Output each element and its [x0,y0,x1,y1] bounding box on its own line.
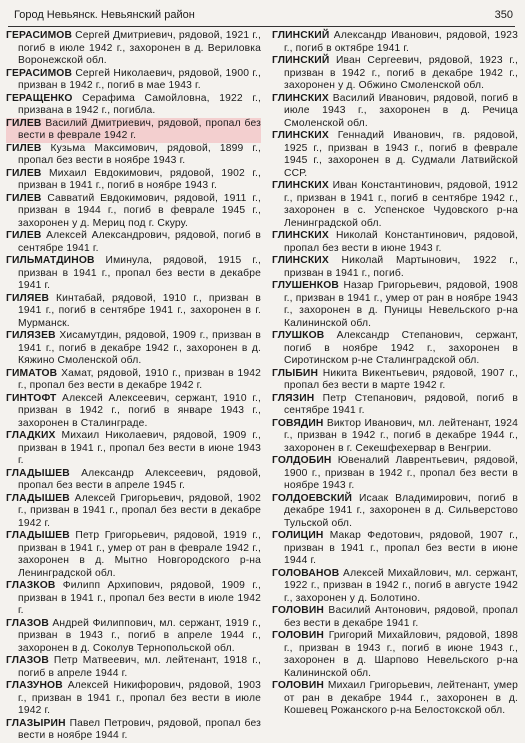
entry-surname: ГИЛЯЕВ [6,292,50,304]
entry-surname: ГОЛИЦИН [272,530,324,541]
entry-surname: ГЛИНСКИЙ [272,55,330,66]
entry [6,468,261,493]
entry [272,568,518,606]
left-column [6,30,261,741]
entry [272,55,518,93]
entry [272,368,518,393]
entry-details: Василий Иванович, рядовой, погиб в июле 1943 г., захоронен в д. Речица Смоленской обл. [284,92,518,129]
header-place: Город Невьянск. Невьянский район [14,9,195,21]
entry [272,255,518,280]
entry [6,118,261,143]
entry-surname: ГЕРАЩЕНКО [6,92,73,104]
entry-surname: ГЛАЗЫРИН [6,717,66,729]
entry-details: Николай Константинович, рядовой, пропал без вести в июне 1943 г. [284,230,518,254]
entry-details: Хамат, рядовой, 1910 г., призван в 1942 г., пропал без вести в декабре 1942 г. [18,367,261,391]
entry [272,630,518,680]
entry-details: Кузьма Максимович, рядовой, 1899 г., пропал без вести в ноябре 1943 г. [18,142,261,166]
entry-details: Петр Матвеевич, мл. лейтенант, 1918 г., погиб в апреле 1944 г. [18,655,261,679]
entry [6,330,261,368]
page-header [6,5,517,25]
entry-details: Никита Викентьевич, рядовой, 1907 г., пропал без вести в марте 1942 г. [284,367,518,391]
entry [6,493,261,531]
entry [272,493,518,531]
entry [6,580,261,618]
entry-surname: ГЕРАСИМОВ [6,67,73,79]
entry-surname: ГИЛЕВ [6,230,42,241]
entry-surname: ГИЛЕВ [6,142,42,154]
entry-surname: ГИНТОФТ [6,392,57,404]
entry-details: Алексей Григорьевич, рядовой, 1902 г., призван в 1941 г., пропал без вести в декабре 1942 г. [18,492,261,529]
entry-details: Петр Григорьевич, рядовой, 1919 г., призван в 1941 г., умер от ран в феврале 1942 г., захоронен в д. Мытно Новгородского р-на Ленинградской обл. [18,530,261,579]
entry [272,280,518,330]
entry [272,418,518,456]
entry [272,530,518,568]
entry [6,293,261,331]
entry-details: Иван Сергеевич, рядовой, 1923 г., призван в 1942 г., погиб в декабре 1942 г., захоронен у д. Обжино Смоленской обл. [284,55,518,91]
entry-details: Виктор Иванович, мл. лейтенант, 1924 г., призван в 1942 г., погиб в декабре 1944 г., захоронен в г. Секешфехервар в Венгрии. [284,417,518,454]
entry-surname: ГОЛДОБИН [272,455,332,466]
entry-surname: ГОЛОВИН [272,680,325,691]
entry-surname: ГОЛДОЕВСКИЙ [272,492,353,504]
entry-surname: ГЛИНСКИХ [272,130,329,141]
entry [6,193,261,231]
entry [6,68,261,93]
entry [272,180,518,230]
entry [6,680,261,718]
entry [272,455,518,493]
entry-details: Исаак Владимирович, погиб в декабре 1941 г., захоронен в д. Сильверстово Тульской обл. [284,492,518,529]
entry-details: Серафима Самойловна, 1922 г., призвана в 1942 г., погибла. [18,92,261,116]
entry-details: Назар Григорьевич, рядовой, 1908 г., призван в 1941 г., умер от ран в ноябре 1943 г., захоронен в д. Пуницы Невельского р-на Калининской обл. [284,280,518,329]
entry-surname: ГЛИНСКИЙ [272,30,330,41]
entry-surname: ГОЛОВАНОВ [272,567,340,579]
entry [6,168,261,193]
entry-surname: ГЛАДКИХ [6,430,56,441]
entry-surname: ГЛАЗОВ [6,655,49,666]
entry-surname: ГЕРАСИМОВ [6,30,73,41]
entry-details: Михаил Евдокимович, рядовой, 1902 г., призван в 1941 г., погиб в ноябре 1943 г. [18,167,261,191]
entry-details: Макар Федотович, рядовой, 1907 г., призван в 1941 г., пропал без вести в июне 1944 г. [284,530,518,566]
entry [6,230,261,255]
entry-details: Алексей Александрович, рядовой, погиб в сентябре 1941 г. [18,230,261,254]
entry [6,718,261,743]
entry [272,330,518,368]
entry-surname: ГИЛЕВ [6,192,42,204]
entry-details: Ювеналий Лаврентьевич, рядовой, 1900 г., призван в 1942 г., пропал без вести в ноябре 1943 г. [284,455,518,491]
header-rule [8,26,515,27]
page-number: 350 [494,9,513,21]
entry-details: Савватий Евдокимович, рядовой, 1911 г., призван в 1944 г., погиб в феврале 1945 г., захоронен у д. Мериц под г. Скуру. [18,192,261,229]
entry-details: Алексей Алексеевич, сержант, 1910 г., призван в 1942 г., погиб в январе 1943 г., захоронен в Сталинграде. [18,392,261,429]
entry [6,368,261,393]
entry-surname: ГЛАДЫШЕВ [6,492,70,504]
entry-details: Сергей Николаевич, рядовой, 1900 г., призван в 1942 г., погиб в мае 1943 г. [18,67,261,91]
entry-surname: ГИЛЕВ [6,167,42,179]
entry [6,618,261,656]
entry-details: Иван Константинович, рядовой, 1912 г., призван в 1941 г., погиб в сентябре 1942 г., захоронен в с. Успенское Чудовского р-на Ленинградской обл. [284,180,518,229]
entry-surname: ГЛИНСКИХ [272,180,329,191]
entry-details: Григорий Михайлович, рядовой, 1898 г., призван в 1943 г., погиб в июне 1943 г., захоронен в д. Шарпово Невельского р-на Калининской обл. [284,630,518,679]
entry-surname: ГЛАДЫШЕВ [6,530,70,541]
entry-details: Николай Мартынович, 1922 г., призван в 1941 г., погиб. [284,255,518,279]
entry-surname: ГИЛЕВ [6,117,42,129]
entry-details: Александр Алексеевич, рядовой, пропал без вести в апреле 1945 г. [18,467,261,491]
entry-surname: ГЛЯЗИН [272,392,315,404]
entry-surname: ГЛАЗУНОВ [6,680,63,691]
entry [6,393,261,431]
entry-details: Геннадий Иванович, гв. рядовой, 1925 г., призван в 1943 г., погиб в феврале 1945 г., захоронен в д. Судмали Латвийской ССР. [284,130,518,179]
entry-details: Алексей Михайлович, мл. сержант, 1922 г., призван в 1942 г., погиб в августе 1942 г., захоронен у д. Болотино. [284,567,518,604]
entry-surname: ГОЛОВИН [272,605,325,616]
entry-details: Василий Антонович, рядовой, пропал без вести в декабре 1941 г. [284,605,518,629]
entry-details: Иминула, рядовой, 1915 г., призван в 1941 г., пропал без вести в декабре 1941 г. [18,255,261,291]
entry [272,130,518,180]
entry [6,30,261,68]
entry-details: Павел Петрович, рядовой, пропал без вести в ноябре 1944 г. [18,717,261,741]
entry [6,530,261,580]
entry-details: Петр Степанович, рядовой, погиб в сентябре 1941 г. [284,392,518,416]
entry-surname: ГОВЯДИН [272,417,324,429]
entry-surname: ГЛУШКОВ [272,330,325,341]
entry [272,680,518,718]
entry-surname: ГИЛЬМАТДИНОВ [6,255,95,266]
entry-details: Михаил Григорьевич, лейтенант, умер от ран в декабре 1944 г., захоронен в д. Кошевец Рожанского р-на Белостокской обл. [284,680,518,716]
entry-surname: ГЛАДЫШЕВ [6,467,70,479]
entry-surname: ГИМАТОВ [6,367,58,379]
entry-details: Василий Дмитриевич, рядовой, пропал без вести в феврале 1942 г. [18,117,261,141]
entry-details: Алексей Никифорович, рядовой, 1903 г., призван в 1941 г., пропал без вести в июле 1942 г. [18,680,261,716]
entry-details: Михаил Николаевич, рядовой, 1909 г., призван в 1941 г., пропал без вести в июне 1943 г. [18,430,261,466]
entry [272,230,518,255]
entry-details: Андрей Филиппович, мл. сержант, 1919 г., призван в 1943 г., погиб в апреле 1944 г., захоронен в д. Соколув Тернопольской обл. [18,617,261,654]
entry-surname: ГЛУШЕНКОВ [272,280,339,291]
entry-details: Филипп Архипович, рядовой, 1909 г., призван в 1941 г., пропал без вести в июле 1942 г. [18,580,261,616]
entry-surname: ГЛАЗОВ [6,617,49,629]
entry [6,430,261,468]
entry-surname: ГЛИНСКИХ [272,92,329,104]
entry [6,255,261,293]
entry [272,605,518,630]
right-column [272,30,518,716]
entry-details: Сергей Дмитриевич, рядовой, 1921 г., погиб в июле 1942 г., захоронен в д. Вериловка Воронежской обл. [18,30,261,66]
entry [6,93,261,118]
entry-details: Александр Степанович, сержант, погиб в ноябре 1942 г., захоронен в Сиротинском р-не Сталинградской обл. [284,330,518,366]
entry-surname: ГИЛЯЗЕВ [6,330,56,341]
entry-surname: ГЛАЗКОВ [6,580,56,591]
entry-surname: ГОЛОВИН [272,630,325,641]
entry [272,93,518,131]
entry-details: Кинтабай, рядовой, 1910 г., призван в 1941 г., погиб в сентябре 1941 г., захоронен в г. Мурманск. [18,292,261,329]
entry [272,30,518,55]
entry-details: Хисамутдин, рядовой, 1909 г., призван в 1941 г., погиб в декабре 1942 г., захоронен в д. Кяжино Смоленской обл. [18,330,261,366]
entry [6,655,261,680]
entry [6,143,261,168]
entry-details: Александр Иванович, рядовой, 1923 г., погиб в октябре 1941 г. [284,30,518,54]
entry-surname: ГЛЫБИН [272,367,319,379]
entry [272,393,518,418]
entry-surname: ГЛИНСКИХ [272,230,329,241]
entry-surname: ГЛИНСКИХ [272,255,329,266]
